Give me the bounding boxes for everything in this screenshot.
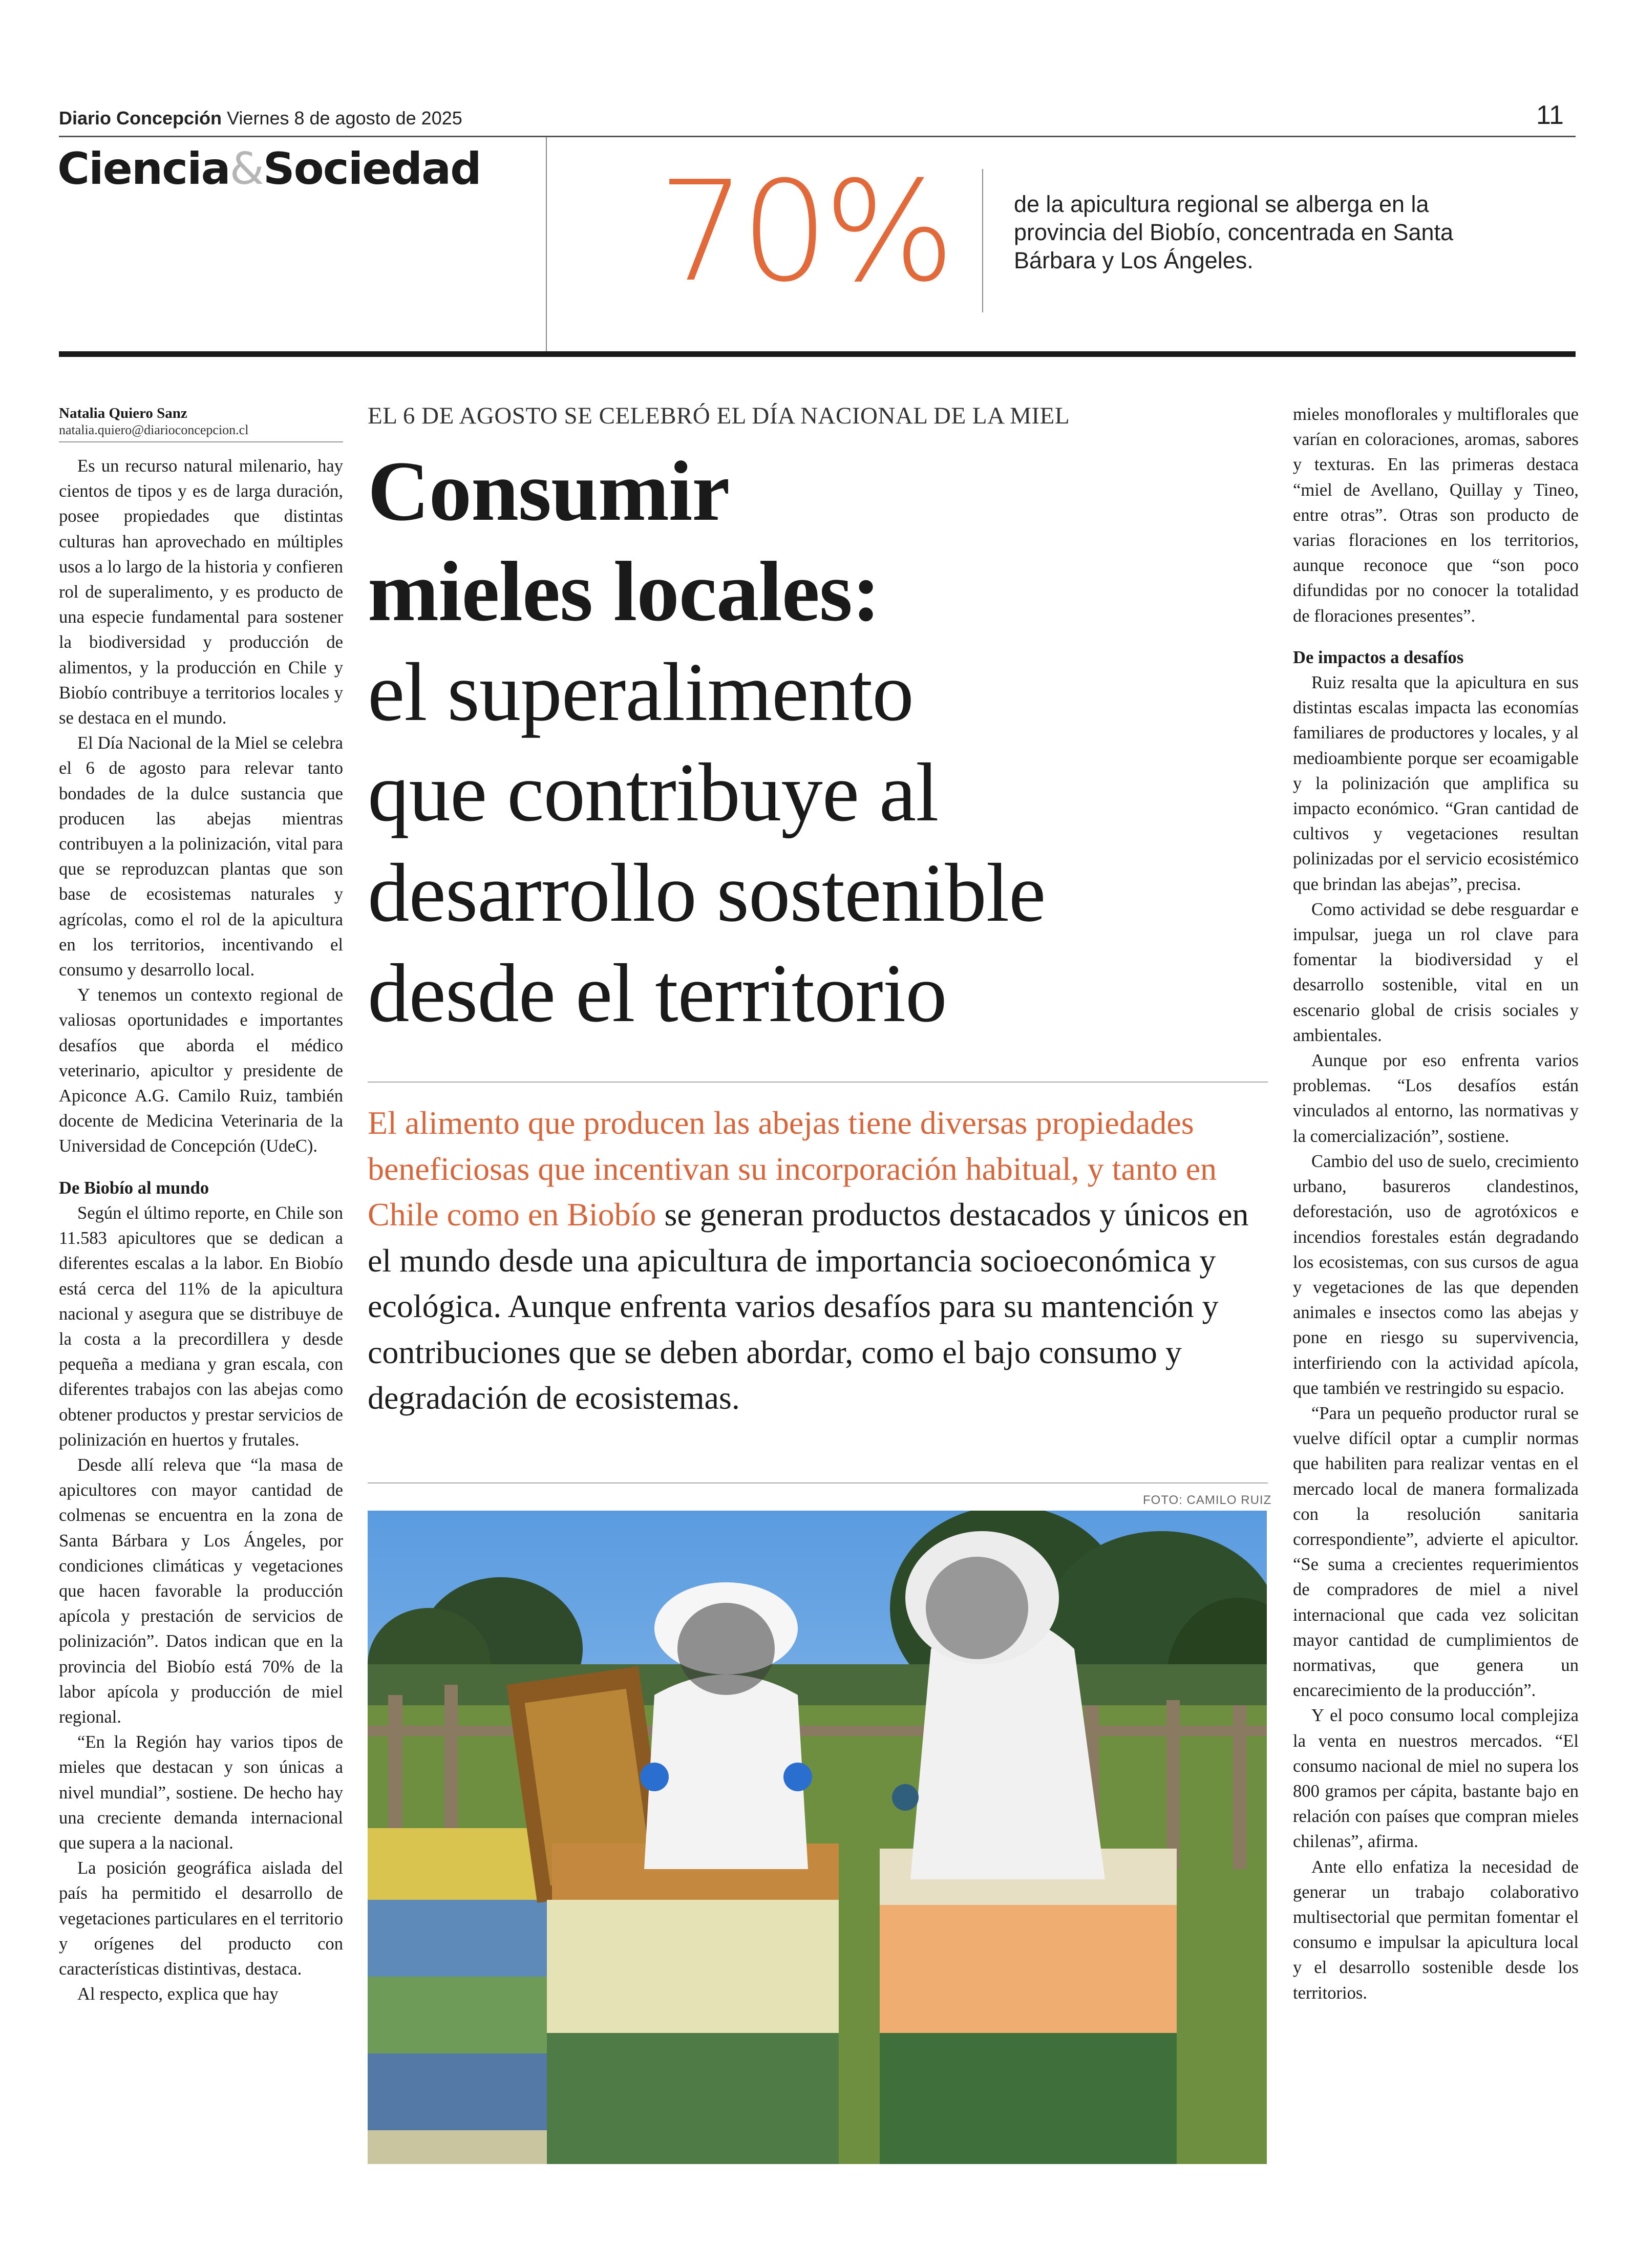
headline	[368, 441, 1269, 1044]
page-number: 11	[1536, 100, 1564, 130]
paragraph: “Para un pequeño productor rural se vuelve difícil optar a cumplir normas que habiliten para realizar ventas en el mercado local de manera formalizada con la resolución sanitaria correspondiente”, advierte el apicultor. “Se suma a crecientes requerimientos de compradores de miel a nivel internacional que cada vez solicitan mayor cantidad de cumplimientos de normativas, que genera un encarecimiento de la producción”.	[1293, 1403, 1579, 1701]
paragraph: Es un recurso natural milenario, hay cientos de tipos y es de larga duración, posee propiedades que distintas culturas han aprovechado en múltiples usos a lo largo de la historia y confieren rol de superalimento, y es producto de una especie fundamental para sostener la biodiversidad y producción de alimentos, y la producción en Chile y Biobío contribuye a territorios locales y se destaca en el mundo.	[59, 456, 343, 728]
headline-line: Consumir	[368, 444, 730, 539]
subheading: De impactos a desafíos	[1293, 647, 1464, 667]
section-title	[57, 143, 481, 195]
beekeepers-photo	[368, 1511, 1267, 2164]
author-email: natalia.quiero@diarioconcepcion.cl	[59, 422, 249, 437]
paragraph: “En la Región hay varios tipos de mieles que destacan y son únicas a nivel mundial”, sostiene. De hecho hay una creciente demanda internacional que supera a la nacional.	[59, 1732, 343, 1853]
stat-divider	[982, 169, 983, 312]
issue-date: Viernes 8 de agosto de 2025	[227, 108, 462, 129]
photo-top-rule	[368, 1482, 1268, 1483]
paragraph: mieles monoflorales y multiflorales que varían en coloraciones, aromas, sabores y texturas. En las primeras destaca “miel de Avellano, Quillay y Tineo, entre otras”. Otras son producto de varias floraciones en los territorios, aunque reconoce que “son poco difundidas por no conocer la totalidad de floraciones presentes”.	[1293, 405, 1579, 626]
paragraph: Cambio del uso de suelo, crecimiento urbano, basureros clandestinos, deforestación, uso de agrotóxicos e incendios forestales están degradando los ecosistemas, con sus cursos de agua y vegetaciones de las que dependen animales e insectos como las abejas y pone en riesgo su supervivencia, interfiriendo con la actividad apícola, que también ve restringido su espacio.	[1293, 1151, 1579, 1398]
kicker: EL 6 DE AGOSTO SE CELEBRÓ EL DÍA NACIONAL DE LA MIEL	[368, 402, 1070, 429]
lead-paragraph	[368, 1100, 1269, 1421]
section-ampersand: &	[229, 143, 263, 195]
paragraph: El Día Nacional de la Miel se celebra el 6 de agosto para relevar tanto bondades de la dulce sustancia que producen las abejas mientras contribuyen a la polinización, vital para que se reproduzcan plantas que son base de ecosistemas naturales y agrícolas, como el rol de la apicultura en los territorios, incentivando el consumo y desarrollo local.	[59, 733, 343, 980]
header-divider	[546, 137, 547, 351]
paragraph: Según el último reporte, en Chile son 11.583 apicultores que se dedican a diferentes escalas a la labor. En Biobío está cerca del 11% de la apicultura nacional y asegura que se distribuye de la costa a la precordillera y desde pequeña a mediana y gran escala, con diferentes trabajos con las abejas como obtener productos y prestar servicios de polinización en huertos y frutales.	[59, 1203, 343, 1450]
headline-line: el superalimento	[368, 646, 913, 738]
lead-accent: El alimento que producen las abejas tiene diversas propiedades beneficiosas que incentivan su incorporación habitual, y tanto en Chile como en Biobío	[368, 1105, 1217, 1233]
lead-rest: se generan productos destacados y únicos en el mundo desde una apicultura de importancia socioeconómica y ecológica. Aunque enfrenta varios desafíos para su mantención y contribuciones que se deben abordar, como el bajo consumo y degradación de ecosistemas.	[368, 1196, 1249, 1416]
paragraph: Desde allí releva que “la masa de apicultores con mayor cantidad de colmenas se encuentra en la zona de Santa Bárbara y Los Ángeles, por condiciones climáticas y vegetaciones que hacen favorable la producción apícola y prestación de servicios de polinización”. Datos indican que en la provincia del Biobío está 70% de la labor apícola y producción de miel regional.	[59, 1455, 343, 1727]
paragraph: Aunque por eso enfrenta varios problemas. “Los desafíos están vinculados al entorno, las normativas y la comercialización”, sostiene.	[1293, 1051, 1579, 1146]
section-word-1: Ciencia	[57, 143, 230, 195]
photo-credit: FOTO: CAMILO RUIZ	[1143, 1493, 1272, 1507]
header-thick-rule	[59, 351, 1576, 357]
section-word-2: Sociedad	[263, 143, 481, 195]
paragraph: Como actividad se debe resguardar e impulsar, juega un rol clave para fomentar la biodiversidad y el desarrollo sostenible, vital en un escenario global de crisis sociales y ambientales.	[1293, 899, 1579, 1045]
headline-line: desde el territorio	[368, 947, 947, 1040]
headline-line: mieles locales:	[368, 544, 880, 639]
article-column-left	[59, 454, 343, 2007]
paragraph: Ruiz resalta que la apicultura en sus distintas escalas impacta las economías familiares de productores y locales, y al medioambiente porque ser ecoamigable y la polinización que amplifica su impacto económico. “Gran cantidad de cultivos y vegetaciones resultan polinizadas por el servicio ecosistémico que brindan las abejas”, precisa.	[1293, 673, 1579, 894]
photo-illustration	[368, 1511, 1267, 2164]
paragraph: Y el poco consumo local complejiza la venta en nuestros mercados. “El consumo nacional de miel no supera los 800 gramos per cápita, bastante bajo en relación con países que compran mieles chilenas”, afirma.	[1293, 1706, 1579, 1852]
byline-rule	[59, 441, 343, 442]
paragraph: Y tenemos un contexto regional de valiosas oportunidades e importantes desafíos que aborda el médico veterinario, apicultor y presidente de Apiconce A.G. Camilo Ruiz, también docente de Medicina Veterinaria de la Universidad de Concepción (UdeC).	[59, 985, 343, 1156]
author-name: Natalia Quiero Sanz	[59, 405, 187, 421]
headline-line: que contribuye al	[368, 747, 939, 839]
highlight-stat-value: 70%	[658, 151, 950, 312]
highlight-stat-text: de la apicultura regional se alberga en la provincia del Biobío, concentrada en Santa Bárbara y Los Ángeles.	[1014, 191, 1454, 273]
article-column-right	[1293, 402, 1579, 2006]
paragraph: Al respecto, explica que hay	[77, 1984, 279, 2004]
subheading: De Biobío al mundo	[59, 1178, 209, 1198]
header-rule	[59, 136, 1576, 137]
paragraph: La posición geográfica aislada del país ha permitido el desarrollo de vegetaciones particulares en el territorio y orígenes del producto con características distintivas, destaca.	[59, 1858, 343, 1979]
paper-name: Diario Concepción	[59, 108, 222, 129]
byline	[59, 405, 343, 442]
paragraph: Ante ello enfatiza la necesidad de generar un trabajo colaborativo multisectorial que permitan fomentar el consumo e impulsar la apicultura local y el desarrollo sostenible desde los territorios.	[1293, 1857, 1579, 2003]
lead-top-rule	[368, 1082, 1268, 1083]
headline-line: desarrollo sostenible	[368, 847, 1046, 939]
masthead-line	[59, 108, 462, 129]
